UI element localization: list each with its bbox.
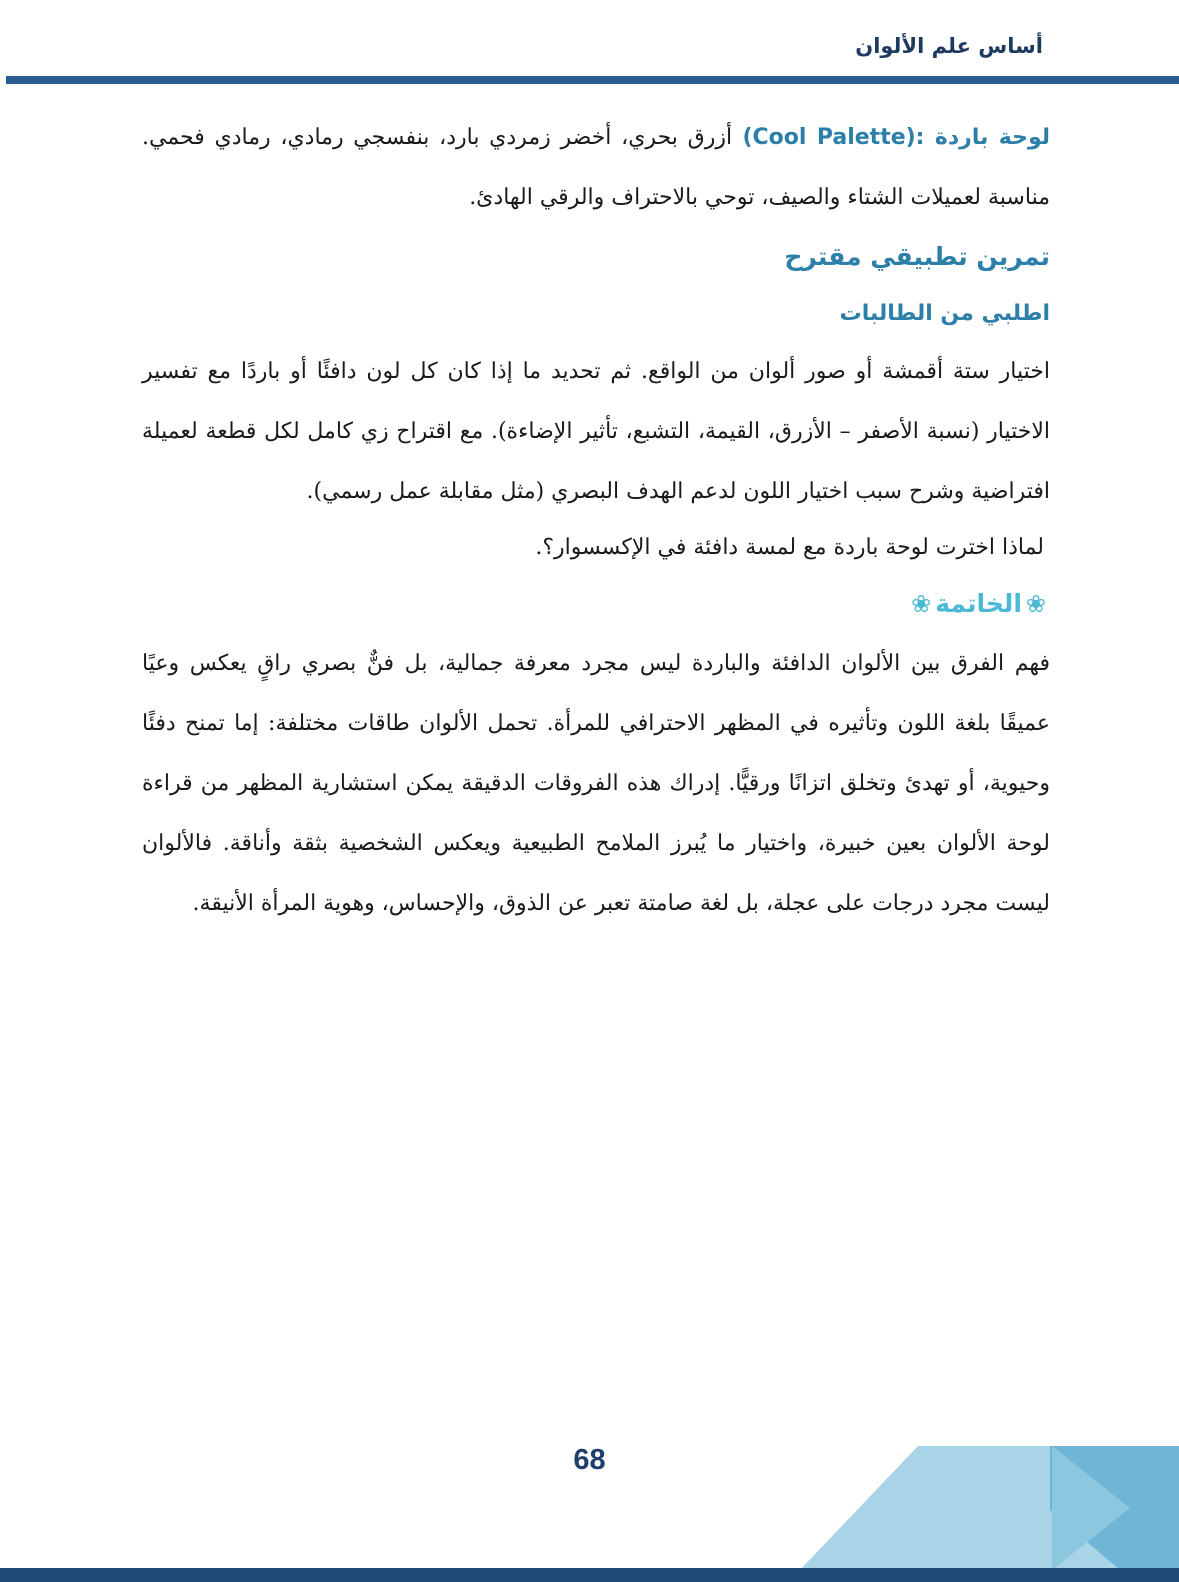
conclusion-body: فهم الفرق بين الألوان الدافئة والباردة ليس مجرد معرفة جمالية، بل فنٌّ بصري راقٍ يعكس وعيًا عميقًا بلغة اللون وتأثيره في المظهر الاحترافي للمرأة. تحمل الألوان طاقات مختلفة: إما تمنح دفئًا وحيوية، أو تهدئ وتخلق اتزانًا ورقيًّا. إدراك هذه الفروقات الدقيقة يمكن استشارية المظهر من قراءة لوحة الألوان بعين خبيرة، واختيار ما يُبرز الملامح الطبيعية ويعكس الشخصية بثقة وأناقة. فالألوان ليست مجرد درجات على عجلة، بل لغة صامتة تعبر عن الذوق، والإحساس، وهوية المرأة الأنيقة. bbox=[142, 651, 1050, 916]
conclusion-heading: الخاتمة bbox=[935, 589, 1022, 618]
cool-palette-term-en: (Cool Palette): bbox=[742, 125, 925, 150]
cool-palette-paragraph bbox=[142, 108, 1050, 228]
footer-bar bbox=[0, 1568, 1179, 1582]
cool-palette-term-ar: لوحة باردة bbox=[934, 125, 1050, 150]
exercise-body: اختيار ستة أقمشة أو صور ألوان من الواقع. ثم تحديد ما إذا كان كل لون دافئًا أو باردًا مع تفسير الاختيار (نسبة الأصفر – الأزرق، القيمة، التشبع، تأثير الإضاءة). مع اقتراح زي كامل لكل قطعة لعميلة افتراضية وشرح سبب اختيار اللون لدعم الهدف البصري (مثل مقابلة عمل رسمي). bbox=[142, 359, 1050, 504]
header-rule bbox=[6, 76, 1179, 84]
cool-palette-term bbox=[732, 125, 1050, 150]
exercise-question: لماذا اخترت لوحة باردة مع لمسة دافئة في الإكسسوار؟. bbox=[535, 535, 1044, 560]
exercise-heading: تمرين تطبيقي مقترح bbox=[784, 242, 1050, 271]
conclusion-heading-row bbox=[142, 574, 1050, 634]
flower-icon: ❀ bbox=[911, 590, 932, 618]
flower-icon: ❀ bbox=[1025, 590, 1046, 618]
cool-palette-description: أزرق بحري، أخضر زمردي بارد، بنفسجي رمادي، رمادي فحمي. مناسبة لعميلات الشتاء والصيف، توحي بالاحتراف والرقي الهادئ. bbox=[142, 125, 1050, 210]
page-number: 68 bbox=[573, 1444, 606, 1476]
exercise-subheading: اطلبي من الطالبات bbox=[839, 301, 1050, 326]
page-content bbox=[142, 108, 1050, 934]
running-header: أساس علم الألوان bbox=[855, 34, 1043, 58]
